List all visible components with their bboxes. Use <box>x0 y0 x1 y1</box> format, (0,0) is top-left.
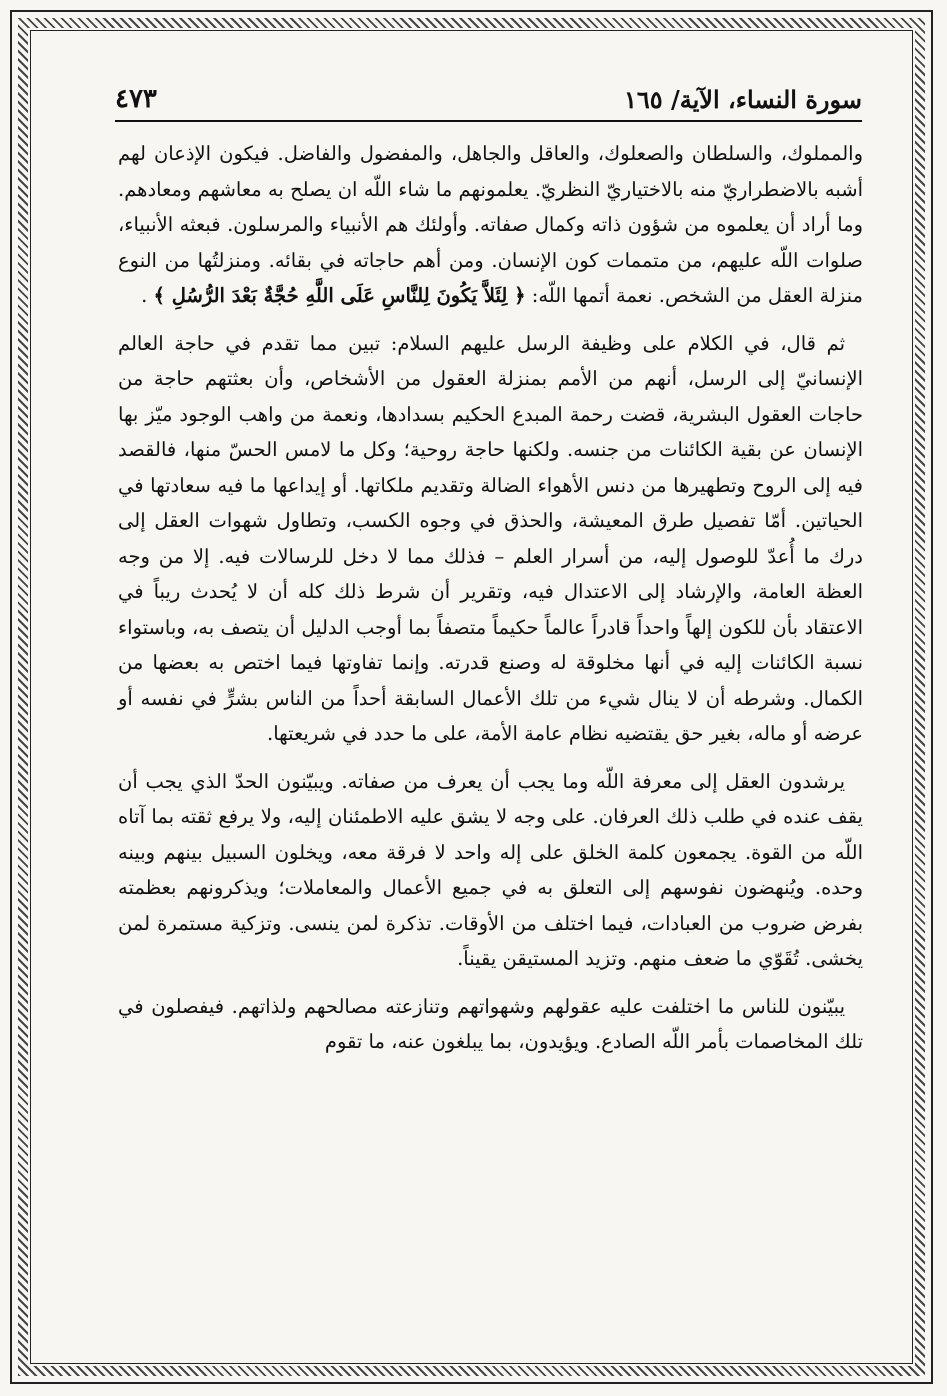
paragraph-4 <box>118 989 863 1060</box>
running-header <box>115 70 862 122</box>
paragraph-3 <box>118 764 863 977</box>
quran-verse: ﴿ لِئَلاَّ يَكُونَ لِلنَّاسِ عَلَى اللَّهِ حُجَّةٌ بَعْدَ الرُّسُلِ ﴾ <box>153 284 526 307</box>
paragraph-end: . <box>141 284 154 307</box>
body-text <box>118 136 863 1072</box>
paragraph-1 <box>118 136 863 314</box>
paragraph-2 <box>118 326 863 752</box>
paragraph-text: يرشدون العقل إلى معرفة اللّه وما يجب أن يعرف من صفاته. ويبيّنون الحدّ الذي يجب أن يقف عنده في طلب ذلك العرفان. على وجه لا يشق عليه الاطمئنان إليه، ولا يرفع ثقته بما آتاه اللّه من القوة. يجمعون كلمة الخلق على إله واحد لا فرقة معه، ويخلون السبيل بينهم وبينه وحده. ويُنهضون نفوسهم إلى التعلق به في جميع الأعمال والمعاملات؛ ويذكرونهم بعظمته بفرض ضروب من العبادات، فيما اختلف من الأوقات. تذكرة لمن ينسى. وتزكية مستمرة لمن يخشى. تُقَوّي ما ضعف منهم. وتزيد المستيقن يقيناً. <box>118 769 863 970</box>
chapter-title: سورة النساء، الآية/ ١٦٥ <box>623 85 862 114</box>
page-number: ٤٧٣ <box>115 84 157 114</box>
paragraph-text: ثم قال، في الكلام على وظيفة الرسل عليهم السلام: تبين مما تقدم في حاجة العالم الإنسانيّ إلى الرسل، أنهم من الأمم بمنزلة العقول من الأشخاص، وأن بعثتهم حاجة من حاجات العقول البشرية، قضت رحمة المبدع الحكيم بسدادها، ونعمة من واهب الوجود ميّز بها الإنسان عن بقية الكائنات من جنسه. ولكنها حاجة روحية؛ وكل ما لامس الحسّ منها، فالقصد فيه إلى الروح وتطهيرها من دنس الأهواء الضالة وتقديم ملكاتها. أو إيداعها ما فيه سعادتها في الحياتين. أمّا تفصيل طرق المعيشة، والحذق في وجوه الكسب، وتطاول شهوات العقل إلى درك ما أُعدّ للوصول إليه، من أسرار العلم – فذلك مما لا دخل للرسالات فيه. إلا من وجه العظة العامة، والإرشاد إلى الاعتدال فيه، وتقرير أن شرط ذلك كله أن لا يُحدث ريباً في الاعتقاد بأن للكون إلهاً واحداً قادراً عالماً حكيماً متصفاً بما أوجب الدليل أن يتصف به، وباستواء نسبة الكائنات إليه في أنها مخلوقة له وصنع قدرته. وإنما تفاوتها فيما اختص به بعضها من الكمال. وشرطه أن لا ينال شيء من تلك الأعمال السابقة أحداً من الناس بشرٍّ في نفسه أو عرضه أو ماله، بغير حق يقتضيه نظام عامة الأمة، على ما حدد في شريعتها. <box>118 331 863 745</box>
paragraph-text: والمملوك، والسلطان والصعلوك، والعاقل والجاهل، والمفضول والفاضل. فيكون الإذعان لهم أشبه بالاضطراريّ منه بالاختياريّ النظريّ. يعلمونهم ما شاء اللّه ان يصلح به معاشهم ومعادهم. وما أراد أن يعلموه من شؤون ذاته وكمال صفاته. وأولئك هم الأنبياء والمرسلون. فبعثه الأنبياء، صلوات اللّه عليهم، من متممات كون الإنسان. ومن أهم حاجاته في بقائه. ومنزلتُها من النوع منزلة العقل من الشخص. نعمة أتمها اللّه: <box>118 142 863 307</box>
paragraph-text: يبيّنون للناس ما اختلفت عليه عقولهم وشهواتهم وتنازعته مصالحهم ولذاتهم. فيفصلون في تلك المخاصمات بأمر اللّه الصادع. ويؤيدون، بما يبلغون عنه، ما تقوم <box>118 994 863 1053</box>
